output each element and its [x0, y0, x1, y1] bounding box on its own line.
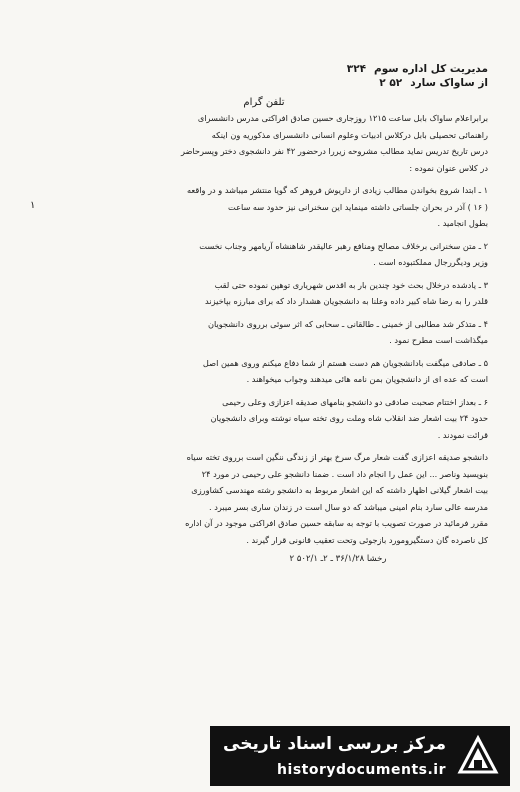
item-1	[40, 182, 488, 232]
item-line: قلدر را به رضا شاه کبیر داده وعلنا به دانشجویان هشدار داد که برای مبارزه بپاخیزند	[205, 296, 488, 306]
document-body	[40, 62, 488, 564]
archive-name: مرکز بررسی اسناد تاریخی	[223, 734, 446, 754]
item-line: ۵ ـ صادقی میگفت بادانشجویان هم دست هستم از شما دفاع میکنم وروی همین اصل	[202, 357, 488, 368]
item-line: ۶ ـ بعداز اختتام صحبت صادقی دو دانشجو بنامهای صدیقه اعزازی وعلی رحیمی	[222, 396, 488, 407]
closing-line: کل ناصرده گان دستگیرومورد بازجوئی وتحت تعقیب قانونی قرار گیرند .	[246, 534, 488, 545]
telegram-title: تلفن گرام	[243, 97, 285, 108]
item-line: بطول انجامید .	[437, 218, 488, 228]
closing-line: بنویسید وناصر ... این عمل را انجام داد است . ضمنا دانشجو علی رحیمی در مورد ۲۴	[201, 468, 488, 479]
closing-line: مقرر فرمائید در صورت تصویب با توجه به سابقه حسین صادق افراکتی موجود در آن اداره	[185, 518, 488, 528]
side-mark: ۱	[30, 200, 36, 211]
header-line-1-label: مدیریت کل اداره سوم	[374, 63, 488, 75]
document-reference: رخشا ۳۶/۱/۲۸ ـ ۲ـ ۵۰۲/۱ ۲	[289, 554, 387, 564]
item-line: ۴ ـ متذکر شد مطالبی از خمینی ـ طالقانی ـ سحابی که اثر سوئی برروی دانشجویان	[208, 318, 488, 329]
archive-emblem-icon	[454, 732, 502, 780]
intro-line: راهنمائی تحصیلی بابل درکلاس ادبیات وعلوم انسانی دانشسرای مذکوریه ون اینکه	[211, 129, 488, 140]
header-line-1	[40, 62, 488, 76]
item-line: ( ۱۶ ) آذر در بحران جلساتی داشته مینماید این سخنرانی نیز حدود سه ساعت	[228, 201, 488, 212]
item-5	[40, 355, 488, 388]
item-line: میگذاشت است مطرح نمود .	[389, 335, 488, 345]
item-line: ۳ ـ یادشده درخلال بحث خود چندین بار به اقدس شهریاری توهین نموده حتی لقب	[214, 279, 488, 290]
item-2	[40, 238, 488, 271]
document-header	[40, 62, 488, 90]
closing-paragraph	[40, 449, 488, 548]
item-3	[40, 277, 488, 310]
header-line-2-label: از ساواک سارد	[410, 77, 488, 89]
archive-url: historydocuments.ir	[277, 762, 446, 778]
archive-watermark-logo	[210, 726, 510, 786]
item-line: ۱ ـ ابتدا شروع بخواندن مطالب زیادی از داریوش فروهر که گویا منتشر میباشد و در واقعه	[186, 185, 488, 195]
intro-paragraph	[40, 110, 488, 176]
header-line-1-number: ۳۲۴	[346, 63, 367, 75]
intro-line: در کلاس عنوان نموده :	[409, 162, 488, 173]
closing-line: دانشجو صدیقه اعزازی گفت شعار مرگ سرخ بهتر از زندگی ننگین است برروی تخته سیاه	[186, 452, 488, 462]
header-line-2	[40, 76, 488, 90]
closing-line: بیت اشعار گیلانی اظهار داشته که این اشعار مربوط به دانشجو رشته مهندسی کشاورزی	[191, 485, 488, 495]
intro-line: برابراعلام ساواک بابل ساعت ۱۲۱۵ روزجاری حسین صادق افراکتی مدرس دانشسرای	[197, 113, 488, 123]
item-line: است که عده ای از دانشجویان بمن نامه هائی میدهند وجواب میخواهند .	[246, 374, 488, 384]
item-line: ۲ ـ متن سخنرانی برخلاف مصالح ومنافع رهبر عالیقدر شاهنشاه آریامهر وجناب نخست	[199, 240, 488, 251]
item-4	[40, 316, 488, 349]
closing-line: مدرسه عالی سارد بنام امینی میباشد که دو سال است در زندان ساری بسر میبرد .	[209, 501, 488, 512]
header-line-2-number: ۵۲ ۲	[379, 77, 403, 89]
item-line: وزیر ودیگررجال مملکتبوده است .	[373, 257, 488, 267]
item-line: حدود ۲۴ بیت اشعار ضد انقلاب شاه وملت روی تخته سیاه نوشته وبرای دانشجویان	[210, 413, 488, 423]
intro-line: درس تاریخ تدریس نماید مطالب مشروحه زیررا درحضور ۴۲ نفر دانشجوی دختر وپسرحاضر	[180, 146, 488, 156]
item-6	[40, 394, 488, 444]
item-line: قرائت نمودند .	[437, 429, 488, 440]
